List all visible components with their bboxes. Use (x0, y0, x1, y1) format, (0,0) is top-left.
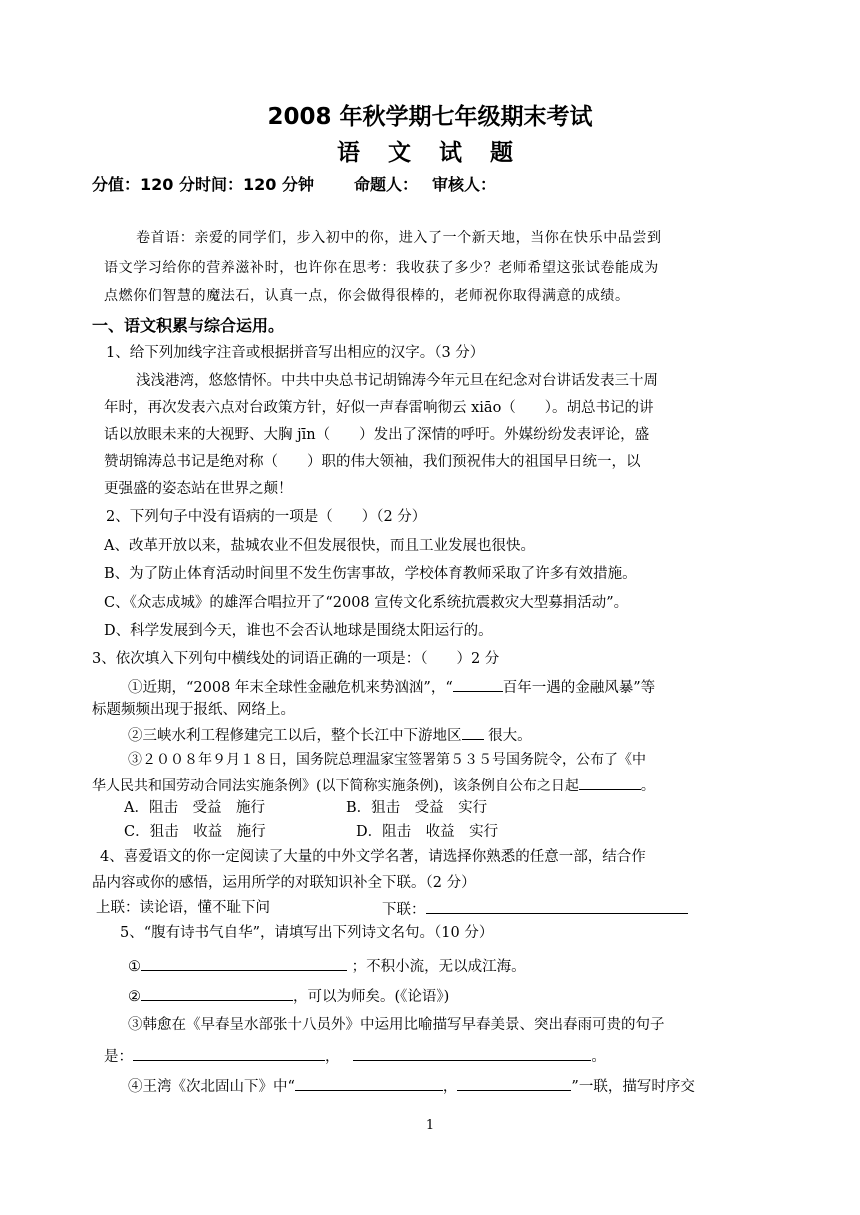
q3-sentence-1: ①近期，“2008 年末全球性金融危机来势汹汹”，“ 百年一遇的金融风暴”等 (128, 676, 655, 698)
q1-line-1: 浅浅港湾，悠悠情怀。中共中央总书记胡锦涛今年元旦在纪念对台讲话发表三十周 (136, 373, 658, 389)
q5-item-1: ① ；不积小流，无以成江海。 (128, 955, 526, 977)
exam-subtitle: 语 文 试 题 (336, 140, 524, 166)
q4-lower-blank[interactable] (426, 898, 688, 914)
q2-prompt: 2、下列句子中没有语病的一项是（ ）（2 分） (106, 509, 427, 525)
intro-line-2: 语文学习给你的营养滋补时，也许你在思考：我收获了多少？老师希望这张试卷能成为 (104, 260, 659, 276)
section-heading-1: 一、语文积累与综合运用。 (92, 316, 285, 335)
q1-prompt: 1、给下列加线字注音或根据拼音写出相应的汉字。（3 分） (106, 345, 485, 361)
q3-sentence-3: ③２００８年９月１８日，国务院总理温家宝签署第５３５号国务院令，公布了《中 (128, 752, 646, 768)
q5-prompt: 5、“腹有诗书气自华”，请填写出下列诗文名句。（10 分） (120, 925, 494, 941)
q1-line-4: 赞胡锦涛总书记是绝对称（ ）职的伟大领袖，我们预祝伟大的祖国早日统一，以 (104, 454, 641, 470)
q3-sentence-2: ②三峡水利工程修建完工以后，整个长江中下游地区 很大。 (128, 724, 532, 746)
q3-option-d: D．阻击 收益 实行 (356, 824, 499, 840)
score-time: 分值：120 分时间：120 分钟 (92, 175, 314, 194)
q1-line-2: 年时，再次发表六点对台政策方针，好似一声春雷响彻云 xiāo（ ）。胡总书记的讲 (104, 400, 654, 416)
q3-blank-1[interactable] (453, 676, 503, 692)
q3-blank-3[interactable] (579, 774, 641, 790)
q5-blank-1[interactable] (141, 955, 347, 971)
q3-sentence-1-cont: 标题频频出现于报纸、网络上。 (92, 702, 295, 718)
q4-prompt-2: 品内容或你的感悟，运用所学的对联知识补全下联。（2 分） (92, 875, 476, 891)
q1-line-3: 话以放眼未来的大视野、大胸 jīn（ ）发出了深情的呼吁。外媒纷纷发表评论，盛 (104, 427, 650, 443)
q5-item-3-cont: 是： ， 。 (104, 1045, 606, 1067)
q5-blank-4b[interactable] (457, 1075, 571, 1091)
q5-item-4: ④王湾《次北固山下》中“ ， ”一联，描写时序交 (128, 1075, 695, 1097)
q2-option-b: B、为了防止体育活动时间里不发生伤害事故，学校体育教师采取了许多有效措施。 (104, 566, 637, 582)
q5-item-3: ③韩愈在《早春呈水部张十八员外》中运用比喻描写早春美景、突出春雨可贵的句子 (128, 1017, 665, 1033)
q4-upper-couplet: 上联：读论语，懂不耻下问 (96, 900, 270, 916)
q5-blank-4a[interactable] (295, 1075, 443, 1091)
q5-blank-3b[interactable] (353, 1045, 591, 1061)
q4-lower-couplet: 下联： (382, 898, 688, 920)
q3-option-b: B．狙击 受益 实行 (346, 800, 488, 816)
q1-line-5: 更强盛的姿态站在世界之颠！ (104, 481, 293, 497)
author-label: 命题人： (353, 175, 418, 194)
q3-prompt: 3、依次填入下列句中横线处的词语正确的一项是：（ ）2 分 (92, 651, 500, 667)
q5-item-2: ② ，可以为师矣。(《论语》) (128, 985, 449, 1007)
page-number: 1 (425, 1118, 435, 1133)
q3-sentence-3-cont: 华人民共和国劳动合同法实施条例》(以下简称实施条例)，该条例自公布之日起 。 (92, 774, 655, 796)
q2-option-a: A、改革开放以来，盐城农业不但发展很快，而且工业发展也很快。 (104, 538, 535, 554)
q3-option-c: C．狙击 收益 施行 (124, 824, 266, 840)
q2-option-c: C、《众志成城》的雄浑合唱拉开了“2008 宣传文化系统抗震救灾大型募捐活动”。 (104, 595, 629, 611)
intro-line-3: 点燃你们智慧的魔法石，认真一点，你会做得很棒的，老师祝你取得满意的成绩。 (104, 288, 630, 304)
intro-line-1: 卷首语：亲爱的同学们，步入初中的你，进入了一个新天地，当你在快乐中品尝到 (136, 230, 662, 246)
q5-blank-3a[interactable] (133, 1045, 325, 1061)
exam-meta (92, 172, 496, 195)
reviewer-label: 审核人： (431, 175, 496, 194)
q2-option-d: D、科学发展到今天，谁也不会否认地球是围绕太阳运行的。 (104, 623, 493, 639)
exam-title: 2008 年秋学期七年级期末考试 (267, 104, 593, 130)
q5-blank-2[interactable] (141, 985, 293, 1001)
q3-option-a: A．阻击 受益 施行 (124, 800, 265, 816)
q3-blank-2[interactable] (462, 724, 484, 740)
q4-prompt-1: 4、喜爱语文的你一定阅读了大量的中外文学名著，请选择你熟悉的任意一部，结合作 (100, 849, 646, 865)
